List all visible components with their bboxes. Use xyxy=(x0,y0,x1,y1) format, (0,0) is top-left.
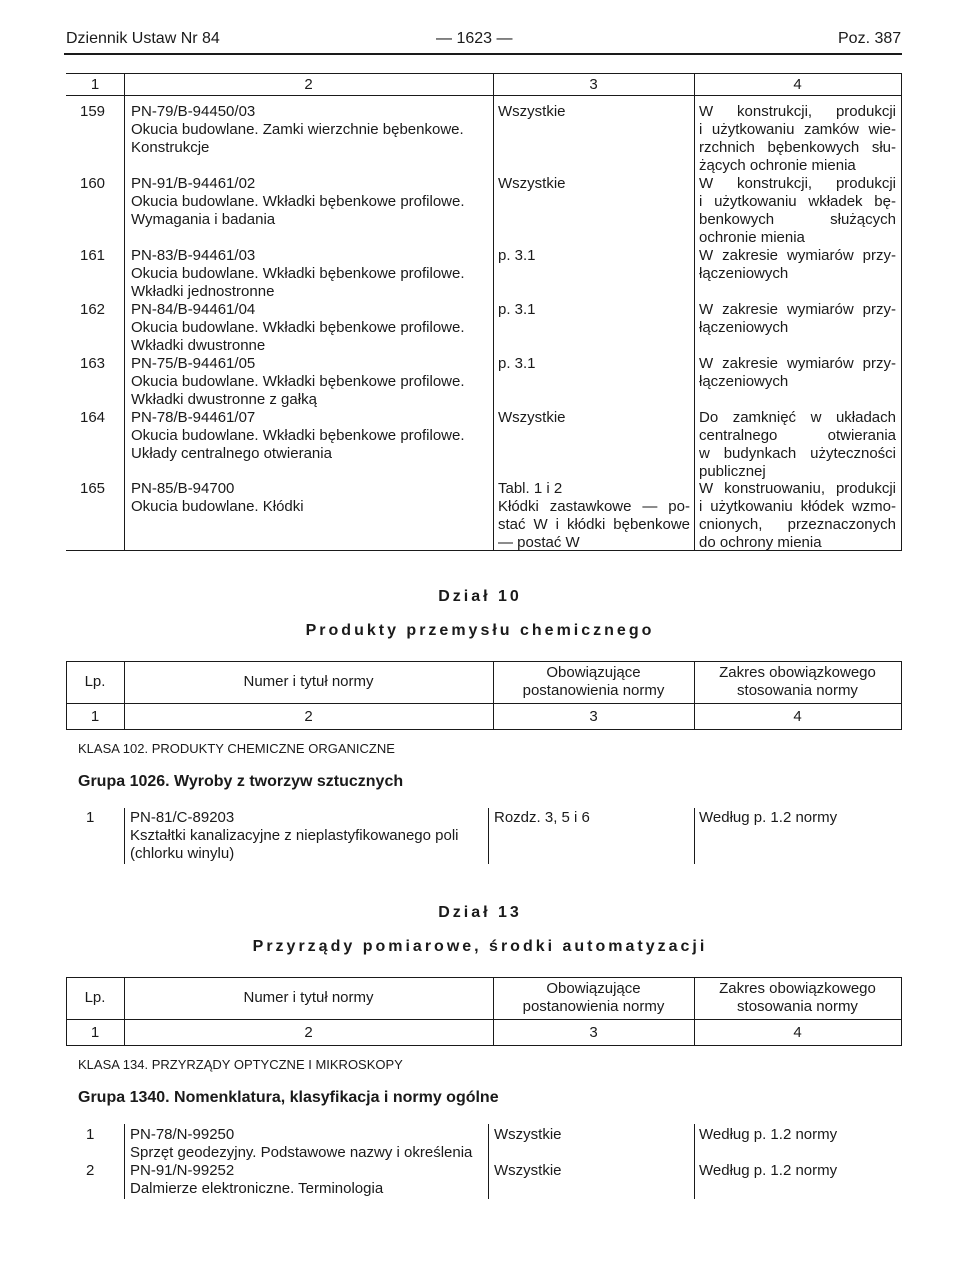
table-right-border xyxy=(901,977,902,1046)
section-title: Dział 10 xyxy=(438,588,522,605)
standard-title: PN-83/B-94461/03 Okucia budowlane. Wkładki bębenkowe profilowe. Wkładki jednostronne xyxy=(131,247,465,300)
row-number: 160 xyxy=(80,175,106,192)
col-divider-3 xyxy=(694,73,695,551)
col-divider-2 xyxy=(493,73,494,551)
mandatory-scope: W zakresie wymiarów przy- łączeniowych xyxy=(699,301,896,336)
class-heading: KLASA 134. PRZYRZĄDY OPTYCZNE I MIKROSKOPY xyxy=(78,1057,403,1072)
col-number-3: 3 xyxy=(589,1024,598,1041)
standard-title: PN-91/N-99252 Dalmierze elektroniczne. Terminologia xyxy=(130,1162,384,1197)
col-number-1: 1 xyxy=(90,76,100,93)
mandatory-scope: Według p. 1.2 normy xyxy=(699,1162,838,1179)
row-divider-2 xyxy=(488,808,489,864)
mandatory-scope: W konstrukcji, produkcji i użytkowaniu zamków wie- rzchnich bębenkowych słu- żących ochronie mienia xyxy=(699,103,896,174)
row-number: 159 xyxy=(80,103,106,120)
col-number-3: 3 xyxy=(589,708,598,725)
header-obowiazujace: Obowiązujące postanowienia normy xyxy=(522,664,665,699)
class-heading: KLASA 102. PRODUKTY CHEMICZNE ORGANICZNE xyxy=(78,741,395,756)
col-number-4: 4 xyxy=(793,76,802,93)
row-number: 164 xyxy=(80,409,106,426)
table-top-border xyxy=(66,73,902,74)
mandatory-scope: W zakresie wymiarów przy- łączeniowych xyxy=(699,355,896,390)
mandatory-scope: W konstruowaniu, produkcji i użytkowaniu kłódek wzmo- cnionych, przeznaczonych do ochrony mienia xyxy=(699,480,896,551)
position-number: Poz. 387 xyxy=(838,30,902,47)
mandatory-scope: W konstrukcji, produkcji i użytkowaniu wkładek bę- benkowych służących ochronie mienia xyxy=(699,175,896,246)
col-number-2: 2 xyxy=(304,1024,313,1041)
binding-provisions: Wszystkie xyxy=(494,1126,562,1143)
row-number: 163 xyxy=(80,355,106,372)
col-number-2: 2 xyxy=(304,76,313,93)
binding-provisions: p. 3.1 xyxy=(498,301,536,318)
row-number: 165 xyxy=(80,480,106,497)
table-numbers-rule xyxy=(66,729,902,730)
table-right-border xyxy=(901,73,902,551)
col-number-4: 4 xyxy=(793,1024,802,1041)
header-numer: Numer i tytuł normy xyxy=(243,989,374,1006)
col-number-1: 1 xyxy=(90,1024,100,1041)
row-number: 2 xyxy=(86,1162,95,1179)
binding-provisions: p. 3.1 xyxy=(498,247,536,264)
table-top-border xyxy=(66,661,902,662)
section-title: Dział 13 xyxy=(438,904,522,921)
group-heading: Grupa 1026. Wyroby z tworzyw sztucznych xyxy=(78,773,404,790)
section-subtitle: Produkty przemysłu chemicznego xyxy=(305,622,655,639)
mandatory-scope: Według p. 1.2 normy xyxy=(699,1126,838,1143)
row-divider-2 xyxy=(488,1124,489,1199)
mandatory-scope: Do zamknięć w układach centralnego otwierania w budynkach użyteczności publicznej xyxy=(699,409,896,480)
binding-provisions: Wszystkie xyxy=(498,175,566,192)
row-number: 161 xyxy=(80,247,106,264)
standard-title: PN-78/N-99250 Sprzęt geodezyjny. Podstawowe nazwy i określenia xyxy=(130,1126,473,1161)
binding-provisions: Wszystkie xyxy=(498,409,566,426)
mandatory-scope: W zakresie wymiarów przy- łączeniowych xyxy=(699,247,896,282)
table-header-rule xyxy=(66,703,902,704)
standard-title: PN-85/B-94700 Okucia budowlane. Kłódki xyxy=(131,480,304,515)
header-lp: Lp. xyxy=(84,989,106,1006)
binding-provisions: Rozdz. 3, 5 i 6 xyxy=(494,809,590,826)
row-divider-1 xyxy=(124,808,125,864)
col-number-2: 2 xyxy=(304,708,313,725)
binding-provisions: Wszystkie xyxy=(498,103,566,120)
standard-title: PN-81/C-89203 Kształtki kanalizacyjne z nieplastyfikowanego poli (chlorku winylu) xyxy=(130,809,459,862)
binding-provisions: Wszystkie xyxy=(494,1162,562,1179)
header-rule xyxy=(64,53,902,55)
row-divider-3 xyxy=(694,808,695,864)
col-number-1: 1 xyxy=(90,708,100,725)
table-header-rule xyxy=(66,1019,902,1020)
section-subtitle: Przyrządy pomiarowe, środki automatyzacji xyxy=(252,938,708,955)
table-header-rule xyxy=(66,95,902,96)
header-zakres: Zakres obowiązkowego stosowania normy xyxy=(719,664,876,699)
header-numer: Numer i tytuł normy xyxy=(243,673,374,690)
standard-title: PN-79/B-94450/03 Okucia budowlane. Zamki wierzchnie bębenkowe. Konstrukcje xyxy=(131,103,464,156)
col-divider-1 xyxy=(124,73,125,551)
standard-title: PN-75/B-94461/05 Okucia budowlane. Wkładki bębenkowe profilowe. Wkładki dwustronne z gałką xyxy=(131,355,465,408)
header-obowiazujace: Obowiązujące postanowienia normy xyxy=(522,980,665,1015)
table-numbers-rule xyxy=(66,1045,902,1046)
page-number: — 1623 — xyxy=(436,30,513,47)
mandatory-scope: Według p. 1.2 normy xyxy=(699,809,838,826)
row-divider-1 xyxy=(124,1124,125,1199)
standard-title: PN-84/B-94461/04 Okucia budowlane. Wkładki bębenkowe profilowe. Wkładki dwustronne xyxy=(131,301,465,354)
header-zakres: Zakres obowiązkowego stosowania normy xyxy=(719,980,876,1015)
col-number-4: 4 xyxy=(793,708,802,725)
table-top-border xyxy=(66,977,902,978)
standard-title: PN-91/B-94461/02 Okucia budowlane. Wkładki bębenkowe profilowe. Wymagania i badania xyxy=(131,175,465,228)
binding-provisions: Tabl. 1 i 2 Kłódki zastawkowe — po- stać W i kłódki bębenkowe — postać W xyxy=(498,480,690,551)
binding-provisions: p. 3.1 xyxy=(498,355,536,372)
row-number: 1 xyxy=(86,809,95,826)
header-lp: Lp. xyxy=(84,673,106,690)
table-right-border xyxy=(901,661,902,730)
row-number: 1 xyxy=(86,1126,95,1143)
standard-title: PN-78/B-94461/07 Okucia budowlane. Wkładki bębenkowe profilowe. Układy centralnego otwierania xyxy=(131,409,465,462)
row-divider-3 xyxy=(694,1124,695,1199)
journal-title: Dziennik Ustaw Nr 84 xyxy=(66,30,220,47)
row-number: 162 xyxy=(80,301,106,318)
group-heading: Grupa 1340. Nomenklatura, klasyfikacja i normy ogólne xyxy=(78,1089,499,1106)
col-number-3: 3 xyxy=(589,76,598,93)
